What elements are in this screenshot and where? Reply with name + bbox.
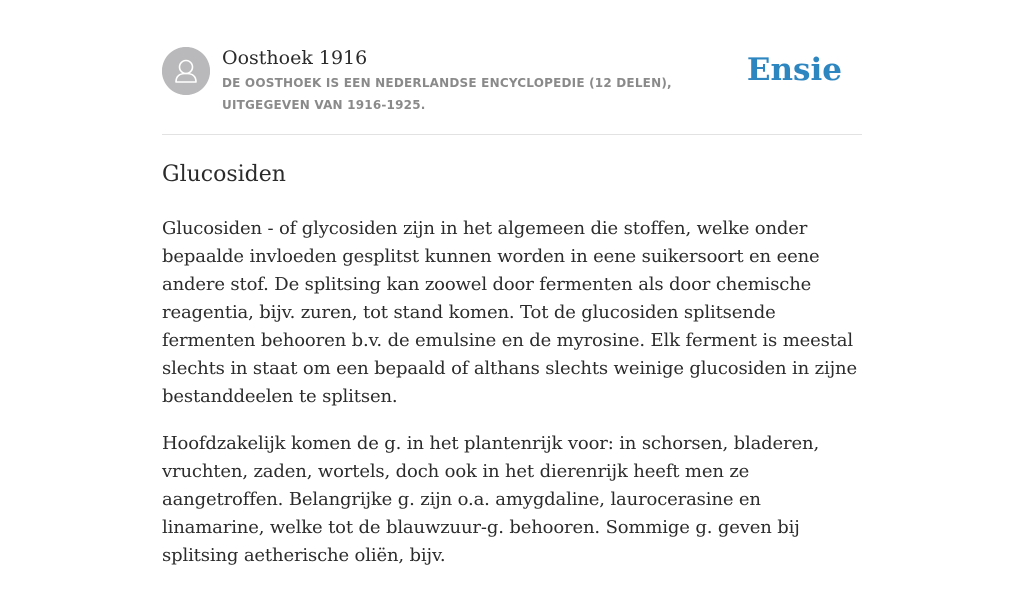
article-paragraph: Hoofdzakelijk komen de g. in het plantenrijk voor: in schorsen, bladeren, vruchten, zaden, wortels, doch ook in het dierenrijk heeft men ze aangetroffen. Belangrijke g. zijn o.a. amygdaline, laurocerasine en linamarine, welke tot de blauwzuur-g. behooren. Sommige g. geven bij splitsing aetherische oliën, bijv.	[162, 433, 820, 566]
page	[162, 0, 862, 589]
source-info	[222, 46, 762, 116]
source-header	[162, 0, 862, 135]
source-name[interactable]: Oosthoek 1916	[222, 47, 368, 69]
article-paragraph: Glucosiden - of glycosiden zijn in het algemeen die stoffen, welke onder bepaalde invloeden gesplitst kunnen worden in eene suikersoort en eene andere stof. De splitsing kan zoowel door fermenten als door chemische reagentia, bijv. zuren, tot stand komen. Tot de glucosiden splitsende fermenten behooren b.v. de emulsine en de myrosine. Elk ferment is meestal slechts in staat om een bepaald of althans slechts weinige glucosiden in zijne bestanddeelen te splitsen.	[162, 218, 857, 407]
source-description: DE OOSTHOEK IS EEN NEDERLANDSE ENCYCLOPEDIE (12 DELEN), UITGEGEVEN VAN 1916-1925.	[222, 76, 672, 112]
brand-logo[interactable]: Ensie	[746, 52, 842, 88]
article-body	[162, 215, 862, 570]
user-avatar-icon[interactable]	[162, 47, 210, 95]
article-title: Glucosiden	[162, 162, 286, 187]
